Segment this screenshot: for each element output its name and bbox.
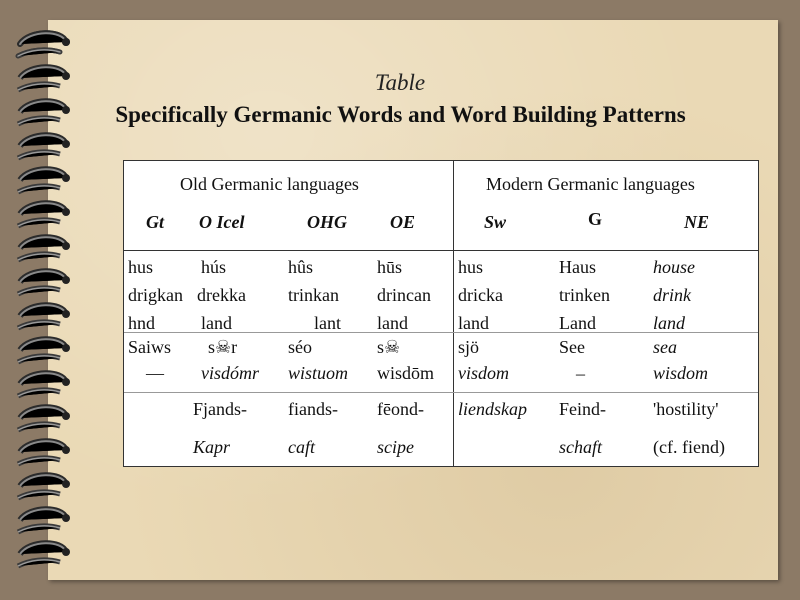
cell-ohg: fiands-: [288, 399, 338, 419]
cell-o-icel: land: [201, 313, 232, 333]
cell-o-icel: Kapr: [193, 437, 231, 457]
cell-ne: land: [653, 313, 686, 333]
cell-g: See: [559, 337, 585, 357]
cell-g: schaft: [559, 437, 602, 457]
cell-ne: drink: [653, 285, 691, 305]
cell-sw: hus: [458, 257, 484, 277]
col-header-oe: OE: [390, 212, 416, 232]
cell-sw: liendskap: [458, 399, 527, 419]
cell-sw: land: [458, 313, 489, 333]
cell-ne: (cf. fiend): [653, 437, 725, 457]
col-header-o-icel: O Icel: [199, 212, 245, 232]
germanic-words-table: [123, 160, 759, 467]
title-italic: Table: [374, 70, 426, 95]
cell-oe: hūs: [377, 257, 403, 277]
col-header-gt: Gt: [146, 212, 164, 232]
cell-o-icel: drekka: [197, 285, 246, 305]
cell-g: Feind-: [559, 399, 606, 419]
cell-o-icel: s☠r: [208, 337, 238, 357]
cell-ne: sea: [653, 337, 677, 357]
cell-ohg: lant: [314, 313, 341, 333]
group-header-old: Old Germanic languages: [180, 174, 359, 194]
col-header-ne: NE: [684, 212, 710, 232]
row-divider: [124, 392, 758, 393]
cell-ne: 'hostility': [653, 399, 719, 419]
cell-ohg: hûs: [288, 257, 314, 277]
cell-oe: land: [377, 313, 408, 333]
cell-oe: scipe: [377, 437, 414, 457]
cell-oe: drincan: [377, 285, 431, 305]
column-divider: [453, 161, 454, 466]
cell-ohg: trinkan: [288, 285, 339, 305]
group-header-modern: Modern Germanic languages: [486, 174, 695, 194]
col-header-sw: Sw: [484, 212, 507, 232]
col-header-ohg: OHG: [307, 212, 347, 232]
cell-o-icel: visdómr: [201, 363, 259, 383]
cell-ne: house: [653, 257, 695, 277]
cell-ne: wisdom: [653, 363, 709, 383]
header-divider: [124, 250, 758, 251]
cell-oe: wisdōm: [377, 363, 435, 383]
cell-gt: hus: [128, 257, 154, 277]
cell-oe: s☠: [377, 337, 401, 357]
cell-ohg: wistuom: [288, 363, 349, 383]
cell-g: _: [576, 357, 585, 377]
col-header-g: G: [588, 209, 603, 229]
cell-sw: visdom: [458, 363, 509, 383]
cell-sw: dricka: [458, 285, 503, 305]
title-bold: Specifically Germanic Words and Word Building Patterns: [115, 102, 686, 127]
cell-g: Haus: [559, 257, 596, 277]
cell-oe: fēond-: [377, 399, 424, 419]
cell-gt: hnd: [128, 313, 155, 333]
cell-sw: sjö: [458, 337, 480, 357]
cell-gt: —: [146, 363, 164, 383]
cell-g: trinken: [559, 285, 610, 305]
cell-gt: Saiws: [128, 337, 172, 357]
cell-g: Land: [559, 313, 596, 333]
cell-gt: drigkan: [128, 285, 183, 305]
cell-ohg: séo: [288, 337, 312, 357]
cell-ohg: caft: [288, 437, 315, 457]
cell-o-icel: Fjands-: [193, 399, 247, 419]
cell-o-icel: hús: [201, 257, 227, 277]
